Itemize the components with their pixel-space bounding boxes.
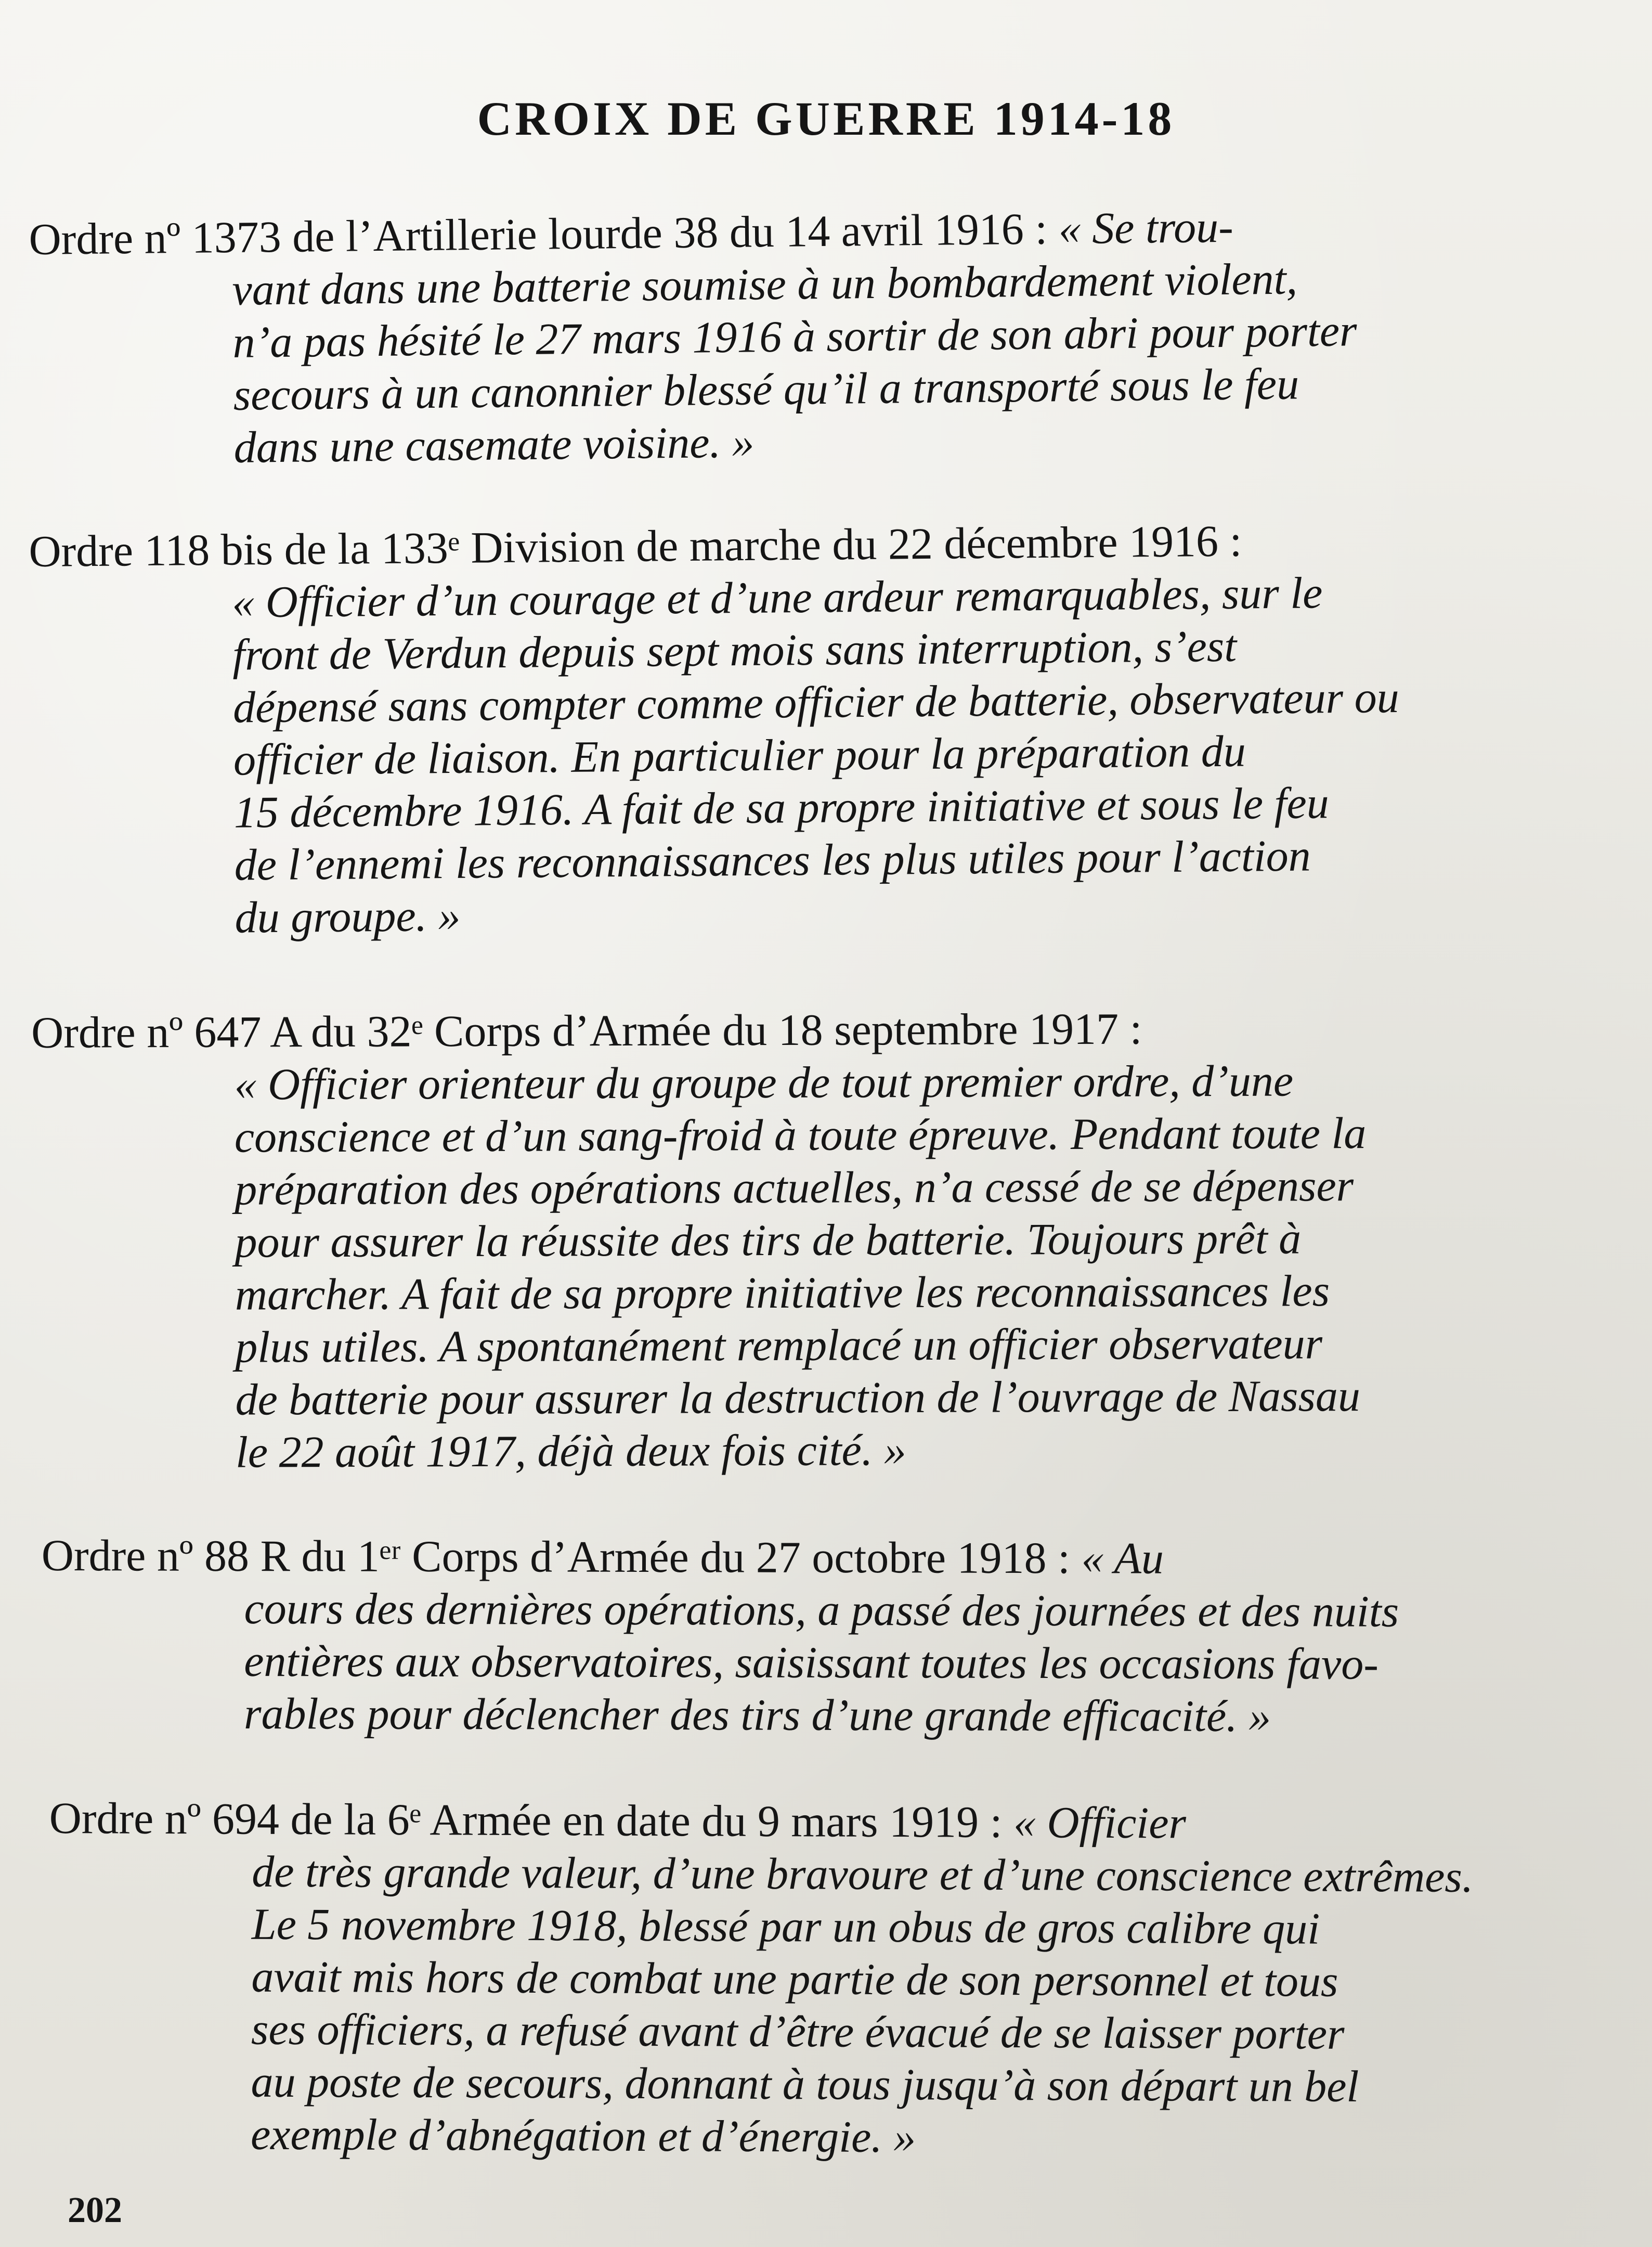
citation-text-line <box>41 1634 1533 1691</box>
page-title-text: CROIX DE GUERRE 1914-18 <box>477 92 1175 145</box>
citation-quote-text: le 22 août 1917, déjà deux fois cité. » <box>235 1425 906 1477</box>
citation-heading-line <box>49 1792 1537 1851</box>
page-number: 202 <box>68 2190 122 2230</box>
citation-order-reference: Ordre nº 647 A du 32ᵉ Corps d’Armée du 18 septembre 1917 : <box>31 1003 1142 1057</box>
citation-text-line <box>32 1316 1530 1374</box>
citation-quote-text: n’a pas hésité le 27 mars 1916 à sortir de son abri pour porter <box>232 305 1357 367</box>
citation-text-line <box>41 1687 1533 1744</box>
citation-quote-text: 15 décembre 1916. A fait de sa propre initiative et sous le feu <box>233 778 1330 837</box>
citation-entry-3 <box>31 1001 1530 1479</box>
citation-quote-text: entières aux observatoires, saisissant toutes les occasions favo- <box>244 1636 1379 1689</box>
citation-text-line <box>32 1159 1529 1217</box>
page-title <box>0 91 1652 146</box>
citation-quote-text: du groupe. » <box>235 890 461 942</box>
citation-quote-text: « Au <box>1081 1533 1164 1583</box>
citation-quote-text: marcher. A fait de sa propre initiative les reconnaissances les <box>235 1265 1330 1320</box>
citation-quote-text: cours des dernières opérations, a passé des journées et des nuits <box>244 1583 1399 1636</box>
citation-text-line <box>48 2055 1535 2113</box>
citation-text-line <box>32 1106 1529 1164</box>
citation-quote-text: « Se trou- <box>1058 201 1234 254</box>
citation-text-line <box>32 1211 1529 1269</box>
citation-quote-text: conscience et d’un sang-froid à toute épreuve. Pendant toute la <box>234 1108 1367 1162</box>
citation-quote-text: vant dans une batterie soumise à un bombardement violent, <box>232 253 1298 315</box>
citation-quote-text: plus utiles. A spontanément remplacé un officier observateur <box>235 1318 1323 1372</box>
citation-quote-text: préparation des opérations actuelles, n’a cessé de se dépenser <box>235 1160 1354 1215</box>
citation-quote-text: de l’ennemi les reconnaissances les plus utiles pour l’action <box>234 830 1311 890</box>
citation-entry-2 <box>29 512 1519 946</box>
citation-text-line <box>49 1844 1536 1903</box>
citation-quote-text: secours à un canonnier blessé qu’il a transporté sous le feu <box>233 358 1299 420</box>
citation-quote-text: dépensé sans compter comme officier de batterie, observateur ou <box>232 672 1400 732</box>
citation-quote-text: « Officier <box>1013 1797 1187 1848</box>
citation-text-line <box>48 2107 1535 2166</box>
citation-quote-text: avait mis hors de combat une partie de son personnel et tous <box>251 1951 1338 2006</box>
citation-quote-text: rables pour déclencher des tirs d’une grande efficacité. » <box>243 1688 1271 1741</box>
citation-quote-text: dans une casemate voisine. » <box>233 417 755 472</box>
citation-quote-text: « Officier orienteur du groupe de tout premier ordre, d’une <box>234 1055 1294 1109</box>
citation-text-line <box>48 2002 1536 2061</box>
citation-quote-text: Le 5 novembre 1918, blessé par un obus de gros calibre qui <box>251 1899 1320 1954</box>
citation-entry-5 <box>48 1792 1537 2166</box>
citation-heading-line <box>42 1529 1534 1586</box>
citation-heading-line <box>31 1001 1529 1059</box>
citation-text-line <box>33 1422 1530 1479</box>
citation-order-reference: Ordre nº 1373 de l’Artillerie lourde 38 du 14 avril 1916 : <box>29 203 1059 264</box>
citation-quote-text: ses officiers, a refusé avant d’être évacué de se laisser porter <box>251 2004 1345 2059</box>
citation-quote-text: « Officier d’un courage et d’une ardeur remarquables, sur le <box>231 567 1323 627</box>
citation-text-line <box>32 1264 1530 1322</box>
citation-quote-text: pour assurer la réussite des tirs de batterie. Toujours prêt à <box>235 1213 1302 1267</box>
citation-text-line <box>48 1949 1536 2008</box>
citation-text-line <box>41 1582 1533 1638</box>
citation-text-line <box>31 1054 1529 1112</box>
citation-quote-text: officier de liaison. En particulier pour la préparation du <box>233 726 1246 785</box>
citation-text-line <box>32 1369 1530 1427</box>
citation-order-reference: Ordre nº 694 de la 6ᵉ Armée en date du 9 mars 1919 : <box>49 1793 1014 1848</box>
citation-quote-text: au poste de secours, donnant à tous jusqu’à son départ un bel <box>251 2056 1359 2111</box>
citation-entry-4 <box>41 1529 1534 1744</box>
citation-order-reference: Ordre nº 88 R du 1ᵉʳ Corps d’Armée du 27 octobre 1918 : <box>41 1530 1082 1583</box>
citation-text-line <box>49 1897 1536 1956</box>
citation-quote-text: de très grande valeur, d’une bravoure et d’une conscience extrêmes. <box>252 1846 1474 1902</box>
citation-entry-1 <box>29 198 1518 476</box>
citation-order-reference: Ordre 118 bis de la 133ᵉ Division de marche du 22 décembre 1916 : <box>29 515 1242 576</box>
citation-quote-text: front de Verdun depuis sept mois sans interruption, s’est <box>232 621 1237 680</box>
citation-quote-text: exemple d’abnégation et d’énergie. » <box>250 2109 916 2162</box>
citation-quote-text: de batterie pour assurer la destruction de l’ouvrage de Nassau <box>235 1371 1361 1425</box>
